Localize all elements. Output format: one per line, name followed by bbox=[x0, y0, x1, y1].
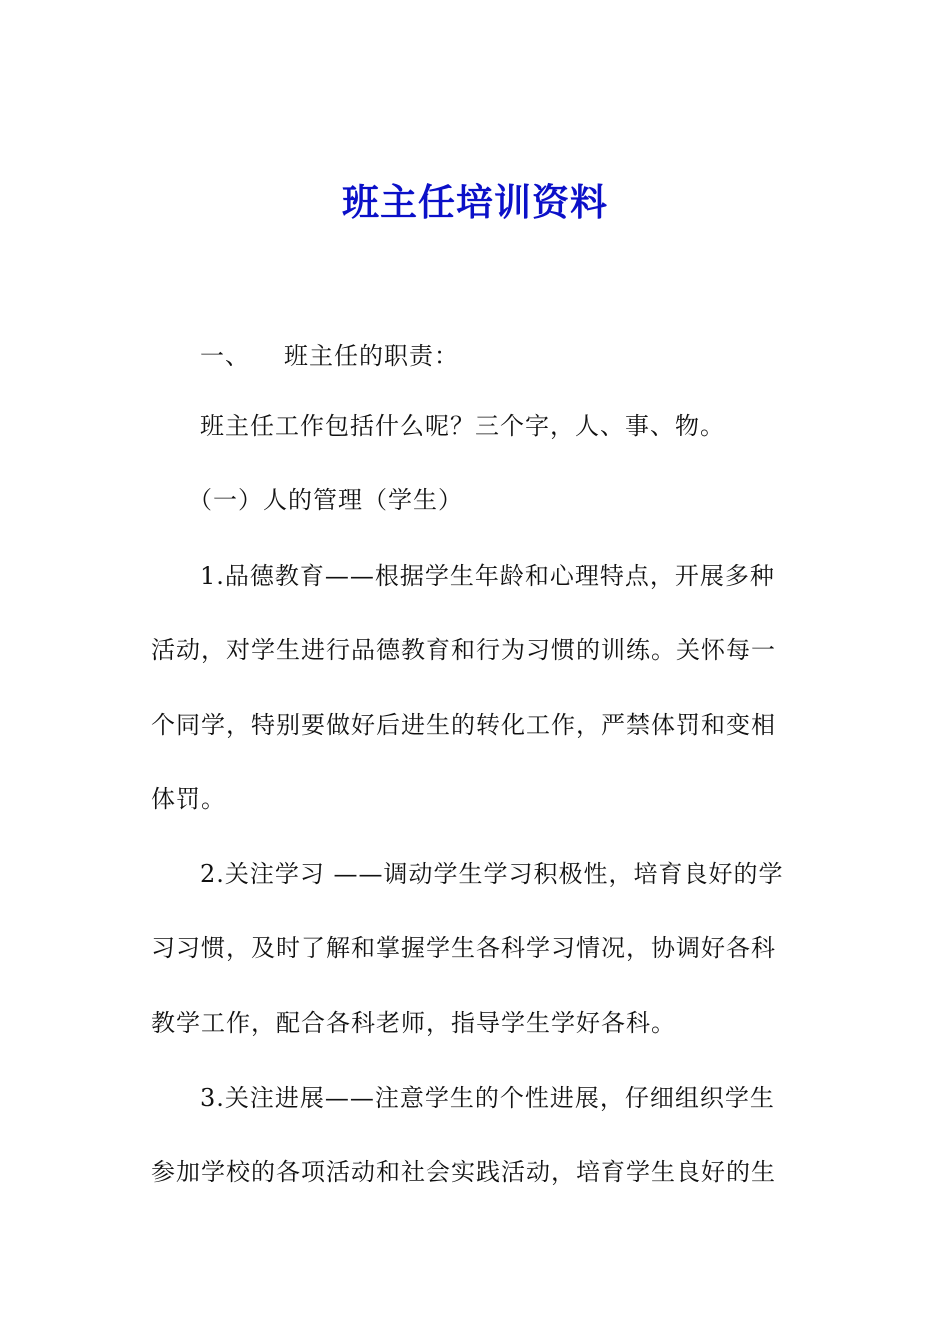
section-number: 一、 bbox=[200, 342, 250, 370]
paragraph-line: 教学工作，配合各科老师，指导学生学好各科。 bbox=[151, 1009, 676, 1037]
document-title: 班主任培训资料 bbox=[342, 180, 608, 224]
section-title: 班主任的职责： bbox=[284, 342, 459, 370]
paragraph-line: 2.关注学习 ——调动学生学习积极性，培育良好的学 bbox=[200, 860, 784, 888]
paragraph-line: 参加学校的各项活动和社会实践活动，培育学生良好的生 bbox=[151, 1158, 776, 1186]
paragraph-line: 习习惯，及时了解和掌握学生各科学习情况，协调好各科 bbox=[151, 934, 776, 962]
paragraph-line: 1.品德教育——根据学生年龄和心理特点，开展多种 bbox=[200, 562, 775, 590]
paragraph-line: 体罚。 bbox=[151, 785, 226, 813]
paragraph-line: 3.关注进展——注意学生的个性进展，仔细组织学生 bbox=[200, 1084, 775, 1112]
subsection-heading: （一）人的管理（学生） bbox=[188, 486, 463, 514]
section-heading bbox=[200, 336, 459, 376]
paragraph-line: 活动，对学生进行品德教育和行为习惯的训练。关怀每一 bbox=[151, 636, 776, 664]
paragraph-line: 个同学，特别要做好后进生的转化工作，严禁体罚和变相 bbox=[151, 711, 776, 739]
paragraph-line: 班主任工作包括什么呢？三个字，人、事、物。 bbox=[200, 412, 725, 440]
